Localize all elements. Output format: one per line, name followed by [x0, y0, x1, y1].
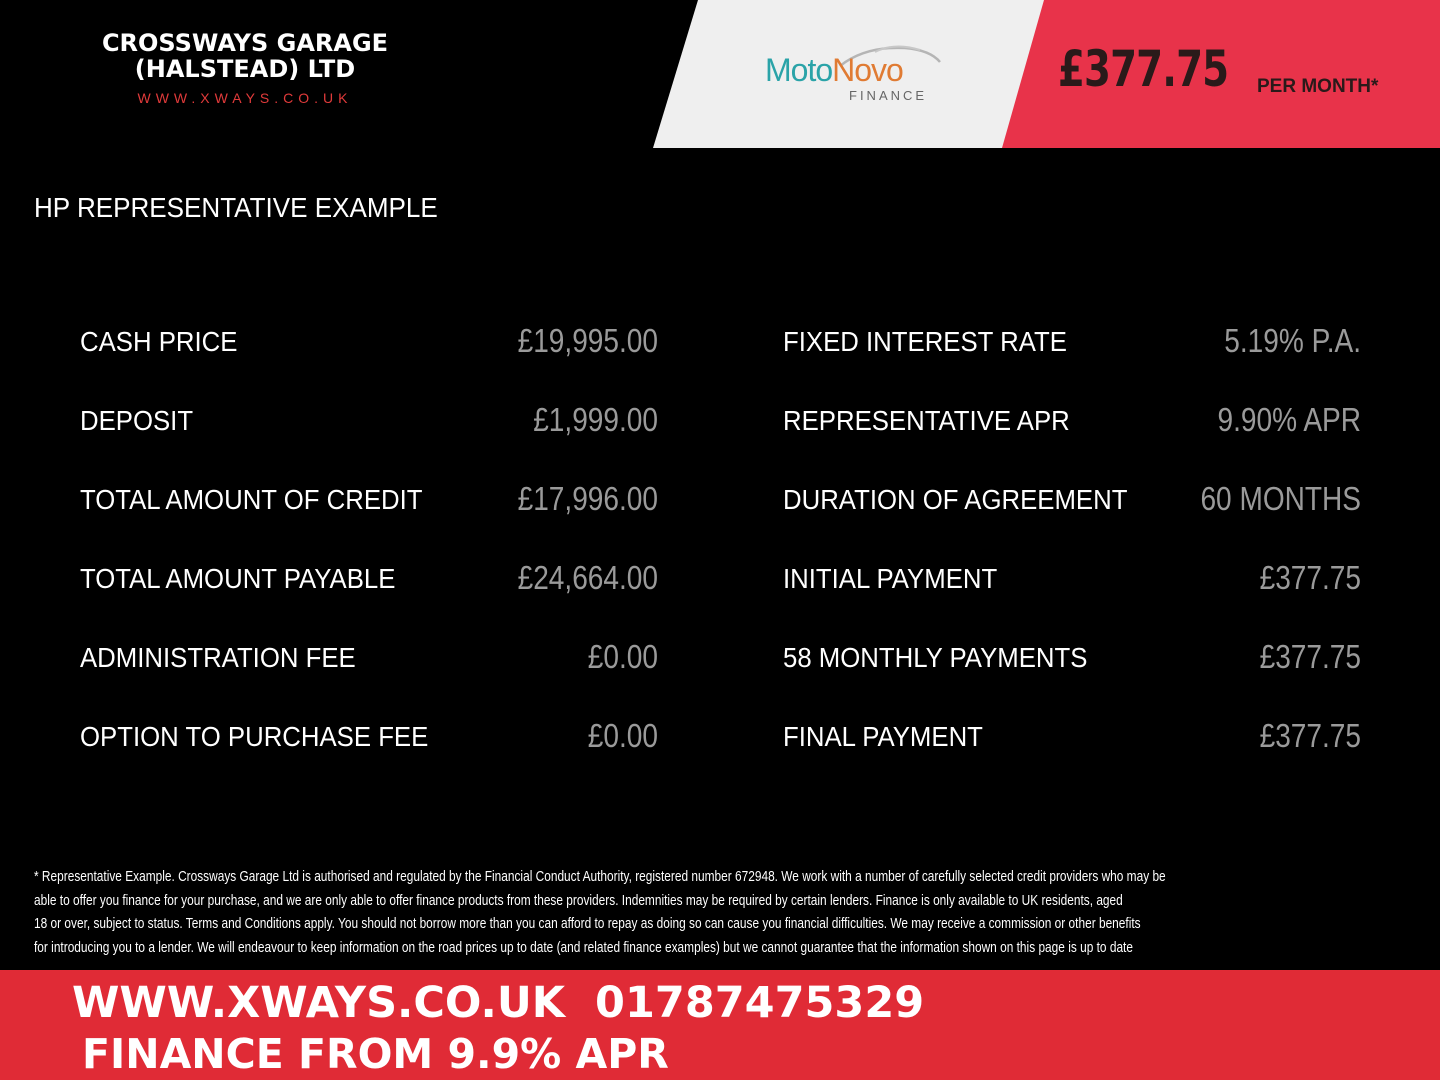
row-value: £24,664.00 [517, 559, 658, 596]
row-value: 9.90% APR [1217, 401, 1361, 438]
row-label: ADMINISTRATION FEE [80, 642, 356, 673]
row-value: 60 MONTHS [1200, 480, 1361, 517]
dealer-website: WWW.XWAYS.CO.UK [137, 90, 353, 106]
row-label: TOTAL AMOUNT OF CREDIT [80, 484, 423, 515]
dealer-logo [60, 30, 430, 106]
row-label: 58 MONTHLY PAYMENTS [783, 642, 1088, 673]
row-label: DURATION OF AGREEMENT [783, 484, 1128, 515]
banner-finance-offer: FINANCE FROM 9.9% APR [82, 1030, 669, 1078]
row-value: 5.19% P.A. [1224, 322, 1361, 359]
disclaimer-line: * Representative Example. Crossways Garage Ltd is authorised and regulated by the Financial Conduct Authority, registered number 672948. We work with a number of carefully selected credit providers who may be [34, 869, 1166, 885]
row-value: £377.75 [1259, 559, 1361, 596]
row-value: £1,999.00 [533, 401, 658, 438]
row-label: INITIAL PAYMENT [783, 563, 998, 594]
dealer-name-line1: CROSSWAYS GARAGE [101, 29, 389, 57]
section-title: HP REPRESENTATIVE EXAMPLE [34, 192, 438, 223]
row-value: £377.75 [1259, 717, 1361, 754]
row-value: £377.75 [1259, 638, 1361, 675]
motonovo-logo [765, 48, 935, 108]
logo-wordmark [765, 52, 903, 89]
logo-word-novo: Novo [832, 52, 903, 88]
promo-banner [0, 970, 1440, 1080]
monthly-price: £377.75 [1058, 40, 1229, 98]
row-label: DEPOSIT [80, 405, 194, 436]
row-label: FINAL PAYMENT [783, 721, 983, 752]
per-month-label: PER MONTH* [1257, 76, 1379, 97]
row-label: TOTAL AMOUNT PAYABLE [80, 563, 396, 594]
row-label: OPTION TO PURCHASE FEE [80, 721, 429, 752]
row-label: CASH PRICE [80, 326, 238, 357]
row-label: REPRESENTATIVE APR [783, 405, 1070, 436]
dealer-name-line2: (HALSTEAD) LTD [134, 55, 356, 83]
disclaimer-text [34, 866, 1313, 960]
row-value: £17,996.00 [517, 480, 658, 517]
disclaimer-line: 18 or over, subject to status. Terms and Conditions apply. You should not borrow more than you can afford to repay as doing so can cause you financial difficulties. We may receive a commission or other benefits [34, 916, 1141, 932]
row-label: FIXED INTEREST RATE [783, 326, 1067, 357]
disclaimer-line: for introducing you to a lender. We will endeavour to keep information on the road prices up to date (and related finance examples) but we cannot guarantee that the information shown on this page is up to date [34, 939, 1133, 956]
row-value: £19,995.00 [517, 322, 658, 359]
logo-subtitle: FINANCE [849, 88, 928, 103]
banner-contact: WWW.XWAYS.CO.UK 01787475329 [72, 978, 925, 1028]
row-value: £0.00 [587, 638, 658, 675]
logo-word-moto: Moto [765, 52, 833, 88]
disclaimer-line: able to offer you finance for your purchase, and we are only able to offer finance products from these providers. Indemnities may be required by certain lenders. Finance is only available to UK residents, aged [34, 892, 1123, 909]
row-value: £0.00 [587, 717, 658, 754]
